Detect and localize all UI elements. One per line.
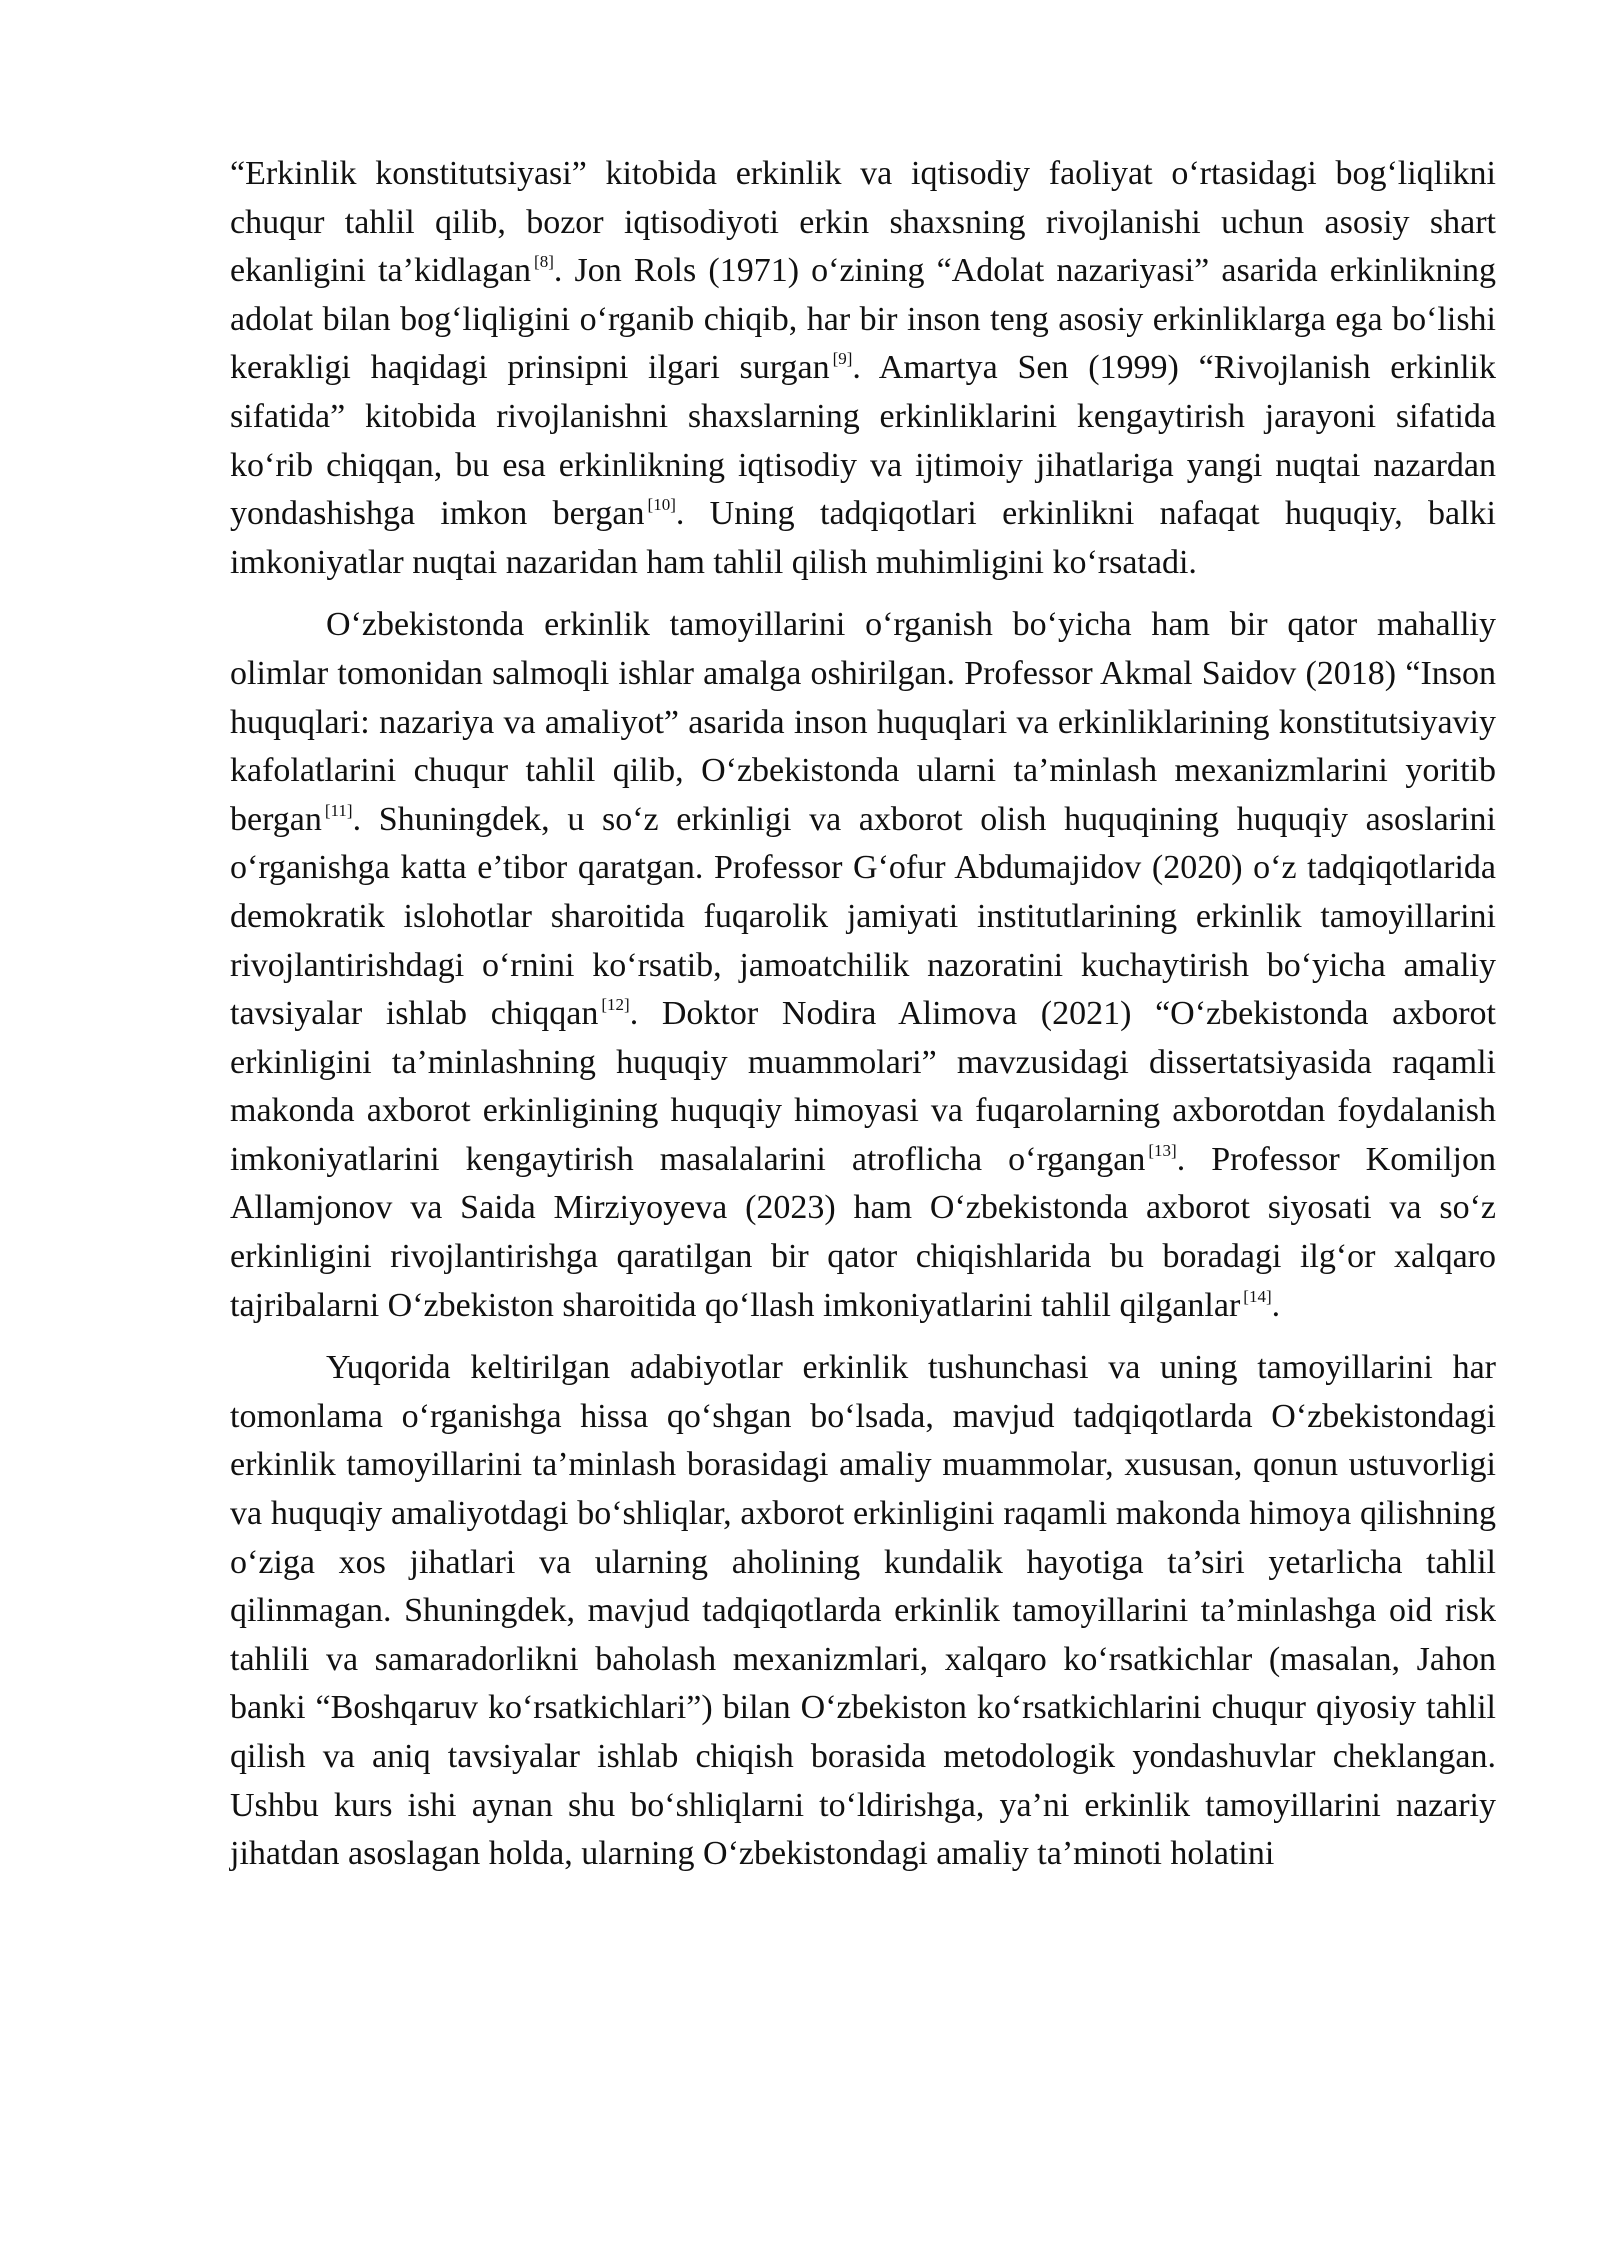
text-segment: . Shuningdek, u so‘z erkinligi va axborot olish huquqining huquqiy asoslarini o‘rganishga katta e’tibor qaratgan. Professor G‘ofur Abdumajidov (2020) o‘z tadqiqotlarida demokratik islohotlar sharoitida fuqarolik jamiyati institutlarining erkinlik tamoyillarini rivojlantirishdagi o‘rnini ko‘rsatib, jamoatchilik nazoratini kuchaytirish bo‘yicha amaliy tavsiyalar ishlab chiqqan — [230, 800, 1496, 1033]
text-segment: O‘zbekistonda erkinlik tamoyillarini o‘rganish bo‘yicha ham bir qator mahalliy olimlar tomonidan salmoqli ishlar amalga oshirilgan. Professor Akmal Saidov (2018) “Inson huquqlari: nazariya va amaliyot” asarida inson huquqlari va erkinliklarining konstitutsiyaviy kafolatlarini chuqur tahlil qilib, O‘zbekistonda ularni ta’minlash mexanizmlarini yoritib bergan — [230, 606, 1496, 838]
text-segment: . Professor Komiljon Allamjonov va Saida Mirziyoyeva (2023) ham O‘zbekistonda axborot siyosati va so‘z erkinligini rivojlantirishga qaratilgan bir qator chiqishlarida bu boradagi ilg‘or xalqaro tajribalarni O‘zbekiston sharoitida qo‘llash imkoniyatlarini tahlil qilganlar — [230, 1140, 1496, 1324]
citation-ref: [11] — [324, 800, 353, 820]
citation-ref: [14] — [1243, 1286, 1272, 1306]
paragraph-local-scholars — [230, 601, 1496, 1330]
text-segment: . Amartya Sen (1999) “Rivojlanish erkinlik sifatida” kitobida rivojlanishni shaxslarning erkinliklarini kengaytirish jarayoni sifatida ko‘rib chiqqan, bu esa erkinlikning iqtisodiy va ijtimoiy jihatlariga yangi nuqtai nazardan yondashishga imkon bergan — [230, 349, 1496, 533]
text-segment: Yuqorida keltirilgan adabiyotlar erkinlik tushunchasi va uning tamoyillarini har tomonlama o‘rganishga hissa qo‘shgan bo‘lsada, mavjud tadqiqotlarda O‘zbekistondagi erkinlik tamoyillarini ta’minlash borasidagi amaliy muammolar, xususan, qonun ustuvorligi va huquqiy amaliyotdagi bo‘shliqlar, axborot erkinligini raqamli makonda himoya qilishning o‘ziga xos jihatlari va ularning aholining kundalik hayotiga ta’siri yetarlicha tahlil qilinmagan. Shuningdek, mavjud tadqiqotlarda erkinlik tamoyillarini ta’minlashga oid risk tahlili va samaradorlikni baholash mexanizmlari, xalqaro ko‘rsatkichlar (masalan, Jahon banki “Boshqaruv ko‘rsatkichlari”) bilan O‘zbekiston ko‘rsatkichlarini chuqur qiyosiy tahlil qilish va aniq tavsiyalar ishlab chiqish borasida metodologik yondashuvlar cheklangan. Ushbu kurs ishi aynan shu bo‘shliqlarni to‘ldirishga, ya’ni erkinlik tamoyillarini nazariy jihatdan asoslagan holda, ularning O‘zbekistondagi amaliy ta’minoti holatini — [230, 1349, 1496, 1873]
paragraph-freedom-theories — [230, 150, 1496, 587]
document-page — [230, 150, 1496, 1893]
text-segment: “Erkinlik konstitutsiyasi” kitobida erkinlik va iqtisodiy faoliyat o‘rtasidagi bog‘liqlikni chuqur tahlil qilib, bozor iqtisodiyoti erkin shaxsning rivojlanishi uchun asosiy shart ekanligini ta’kidlagan — [230, 155, 1496, 290]
citation-ref: [12] — [601, 995, 630, 1015]
citation-ref: [9] — [832, 349, 853, 369]
text-segment: . — [1271, 1286, 1281, 1324]
citation-ref: [8] — [534, 252, 554, 272]
text-segment: . Jon Rols (1971) o‘zining “Adolat nazariyasi” asarida erkinlikning adolat bilan bog‘liqligini o‘rganib chiqib, har bir inson teng asosiy erkinliklarga ega bo‘lishi kerakligi haqidagi prinsipni ilgari surgan — [230, 252, 1496, 387]
citation-ref: [13] — [1148, 1140, 1177, 1160]
text-segment: . Uning tadqiqotlari erkinlikni nafaqat huquqiy, balki imkoniyatlar nuqtai nazaridan ham tahlil qilish muhimligini ko‘rsatadi. — [230, 495, 1497, 581]
paragraph-research-gaps — [230, 1344, 1496, 1879]
citation-ref: [10] — [647, 495, 676, 515]
text-segment: . Doktor Nodira Alimova (2021) “O‘zbekistonda axborot erkinligini ta’minlashning huquqiy muammolari” mavzusidagi dissertatsiyasida raqamli makonda axborot erkinligining huquqiy himoyasi va fuqarolarning axborotdan foydalanish imkoniyatlarini kengaytirish masalalarini atroflicha o‘rgangan — [230, 995, 1496, 1178]
